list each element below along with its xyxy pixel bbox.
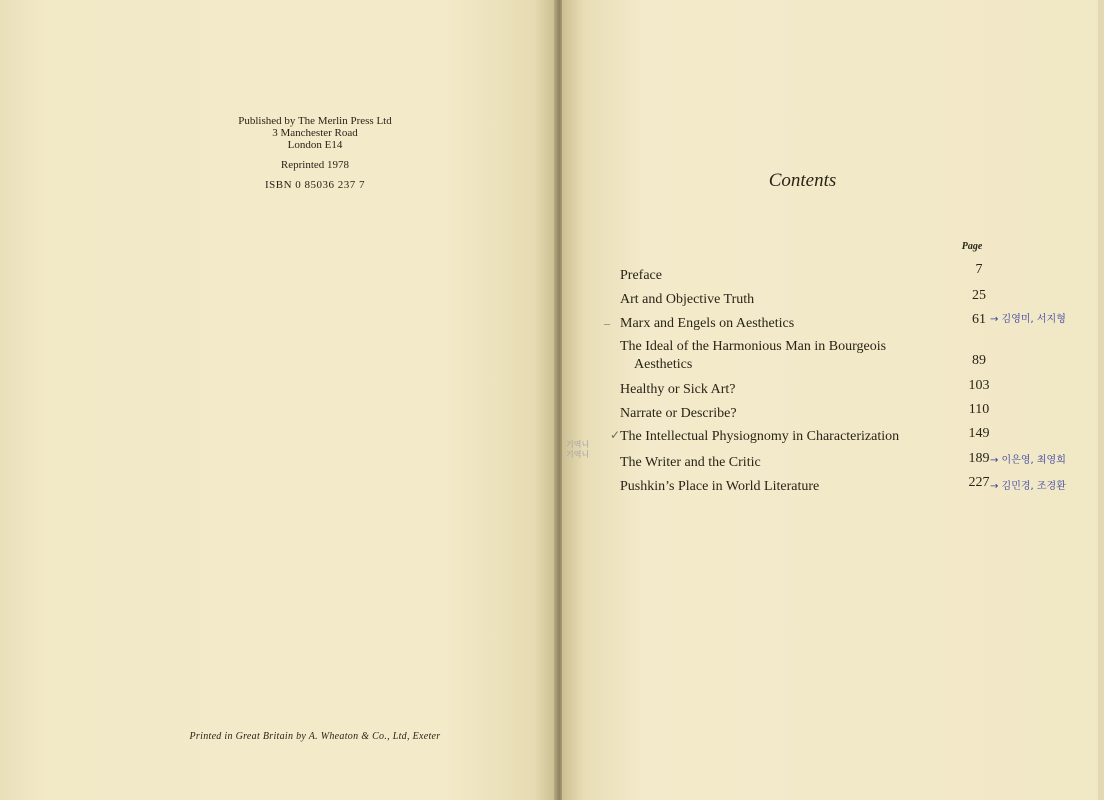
toc-entry-page: 89	[972, 353, 986, 368]
pencil-check-mark: ✓	[610, 428, 621, 442]
toc-entry	[620, 262, 1060, 288]
toc-entry-title: The Intellectual Physiognomy in Characterization	[620, 429, 900, 444]
bleed-through-text	[165, 115, 176, 149]
page-edge	[1098, 0, 1104, 800]
toc-entry-page: 25	[972, 288, 986, 303]
handwritten-annotation: → 김민경, 조경환	[990, 481, 1066, 492]
toc-entry-title: Marx and Engels on Aesthetics	[620, 316, 795, 331]
toc-entry-page: 61	[972, 312, 986, 327]
toc-entry	[620, 339, 1060, 375]
reprint-note: Reprinted 1978	[280, 159, 350, 171]
toc-entry-title: Pushkin’s Place in World Literature	[620, 479, 820, 494]
toc-entry	[620, 402, 1060, 426]
publisher-address-line1: 3 Manchester Road	[272, 127, 358, 139]
toc-entry-page: 7	[975, 262, 983, 277]
printer-line: Printed in Great Britain by A. Wheaton & Co., Ltd, Exeter	[189, 731, 441, 742]
handwritten-annotation: → 김영미, 서지형	[990, 314, 1066, 325]
toc-entry-title-continued: Aesthetics	[634, 357, 693, 372]
toc-entry-page: 227	[968, 475, 990, 490]
toc-entry-title: The Ideal of the Harmonious Man in Bourgeois	[620, 339, 887, 354]
publisher-address-line2: London E14	[287, 139, 343, 151]
toc-entry	[610, 426, 1060, 449]
toc-entry	[620, 451, 1066, 475]
toc-entry	[620, 475, 1066, 499]
page-column-header: Page	[961, 241, 983, 252]
toc-entry-title: Preface	[620, 268, 662, 283]
toc-entry-page: 103	[968, 378, 990, 393]
toc-entry-title: The Writer and the Critic	[620, 455, 761, 470]
pencil-mark: –	[604, 316, 610, 330]
toc-entry-title: Art and Objective Truth	[620, 292, 755, 307]
toc-entry-title: Healthy or Sick Art?	[620, 382, 736, 397]
toc-entry	[620, 288, 1060, 312]
handwritten-annotation: → 이은영, 최영희	[990, 455, 1066, 466]
toc-entry-page: 189	[968, 451, 990, 466]
publisher-name: Published by The Merlin Press Ltd	[238, 115, 392, 127]
toc-entry	[604, 312, 1066, 336]
toc-entry-page: 149	[968, 426, 990, 441]
faint-margin-note: 기역니 기역니	[566, 440, 590, 459]
contents-heading: Contents	[768, 170, 837, 191]
publisher-imprint	[200, 115, 430, 191]
toc-entry	[620, 378, 1060, 402]
isbn: ISBN 0 85036 237 7	[264, 179, 366, 191]
toc-entry-page: 110	[968, 402, 990, 417]
toc-entry-title: Narrate or Describe?	[620, 406, 737, 421]
